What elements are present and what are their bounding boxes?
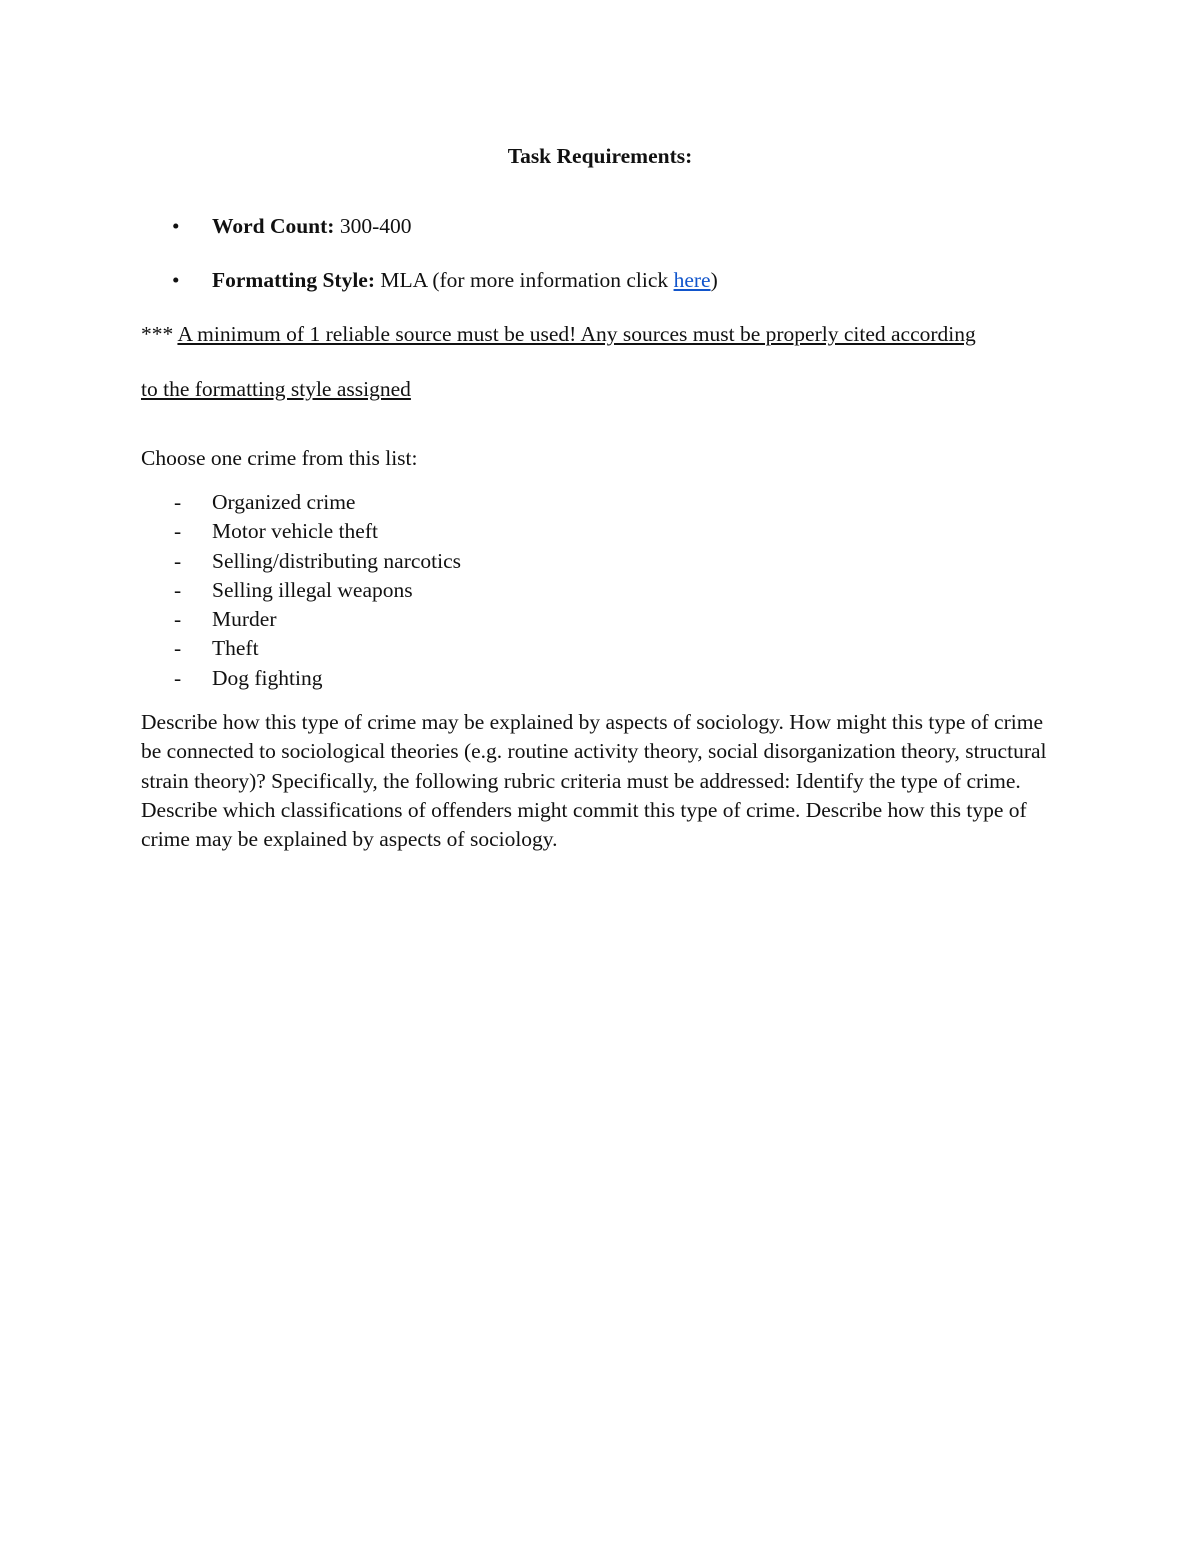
requirement-suffix: ) xyxy=(710,268,718,292)
dash-marker: - xyxy=(174,607,182,632)
crime-label: Dog fighting xyxy=(212,665,323,690)
dash-marker: - xyxy=(174,577,182,602)
list-item xyxy=(174,547,461,576)
page-title: Task Requirements: xyxy=(507,144,693,168)
dash-marker: - xyxy=(174,548,182,573)
crime-label: Selling illegal weapons xyxy=(212,577,413,602)
note-text: A minimum of 1 reliable source must be used! Any sources must be properly cited according xyxy=(177,322,976,346)
source-note-line-2 xyxy=(141,375,411,403)
dash-marker: - xyxy=(174,519,182,544)
crime-label: Organized crime xyxy=(212,490,356,514)
note-text: to the formatting style assigned xyxy=(141,377,411,401)
crime-label: Selling/distributing narcotics xyxy=(212,548,462,573)
source-note-line-1 xyxy=(141,320,976,348)
dash-marker: - xyxy=(174,490,182,514)
crime-list xyxy=(174,488,461,693)
description-paragraph: Describe how this type of crime may be explained by aspects of sociology. How might this type of crime be connected to sociological theories (e.g. routine activity theory, social disorganization theory, structural strain theory)? Specifically, the following rubric criteria must be addressed: Identify the type of crime. Describe which classifications of offenders might commit this type of crime. Describe how this type of crime may be explained by aspects of sociology. xyxy=(141,710,1047,852)
list-item xyxy=(174,605,461,634)
dash-marker: - xyxy=(174,665,182,690)
crime-label: Motor vehicle theft xyxy=(212,519,378,544)
bullet-icon: • xyxy=(172,214,180,238)
requirement-word-count xyxy=(172,212,412,240)
requirement-label: Formatting Style: xyxy=(212,268,376,292)
choose-label: Choose one crime from this list: xyxy=(141,446,418,470)
here-link[interactable]: here xyxy=(673,268,711,292)
requirement-value: 300-400 xyxy=(334,214,412,238)
crime-label: Theft xyxy=(212,636,259,661)
list-item xyxy=(174,488,461,517)
requirement-formatting-style xyxy=(172,266,718,294)
dash-marker: - xyxy=(174,636,182,661)
crime-label: Murder xyxy=(212,607,277,632)
list-item xyxy=(174,664,461,693)
requirement-value: MLA (for more information click xyxy=(375,268,674,292)
list-item xyxy=(174,634,461,663)
requirement-label: Word Count: xyxy=(212,214,335,238)
list-item xyxy=(174,517,461,546)
bullet-icon: • xyxy=(172,268,180,292)
note-prefix: *** xyxy=(141,322,178,346)
list-item xyxy=(174,576,461,605)
